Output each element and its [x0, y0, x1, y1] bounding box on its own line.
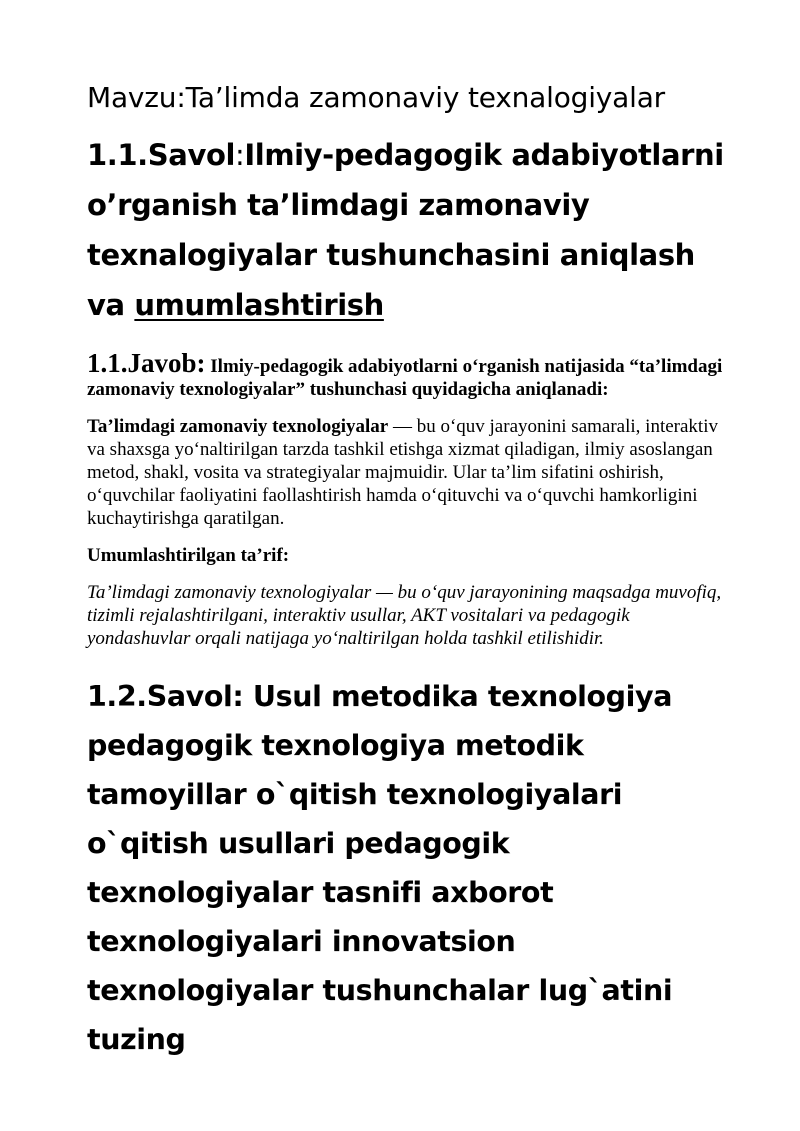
question-1-prefix: 1.1.Savol: [87, 138, 236, 172]
question-1-underlined: umumlashtirish: [134, 288, 384, 322]
generalized-label-text: Umumlashtirilgan ta’rif:: [87, 545, 290, 566]
question-1-heading: [87, 130, 727, 330]
document-page: [87, 78, 727, 1064]
question-1-colon: :: [235, 138, 245, 172]
generalized-definition-label: [87, 544, 727, 567]
definition-text: — bu oʻquv jarayonini samarali, interaktiv va shaxsga yoʻnaltirilgan tarzda tashkil etishga xizmat qiladigan, ilmiy asoslangan metod, shakl, vosita va strategiyalar majmuidir. Ular ta’lim sifatini oshirish, oʻquvchilar faoliyatini faollashtirish hamda oʻqituvchi va oʻquvchi hamkorligini kuchaytirishga qaratilgan.: [87, 416, 718, 529]
answer-1-label: 1.1.Javob:: [87, 348, 206, 378]
generalized-definition-text: Ta’limdagi zamonaviy texnologiyalar — bu oʻquv jarayonining maqsadga muvofiq, tizimli rejalashtirilgani, interaktiv usullar, AKT vositalari va pedagogik yondashuvlar orqali natijaga yoʻnaltirilgan holda tashkil etilishidir.: [87, 582, 722, 649]
definition-paragraph: [87, 415, 727, 530]
answer-1-intro: Ilmiy-pedagogik adabiyotlarni oʻrganish natijasida “ta’limdagi zamonaviy texnologiyalar” tushunchasi quyidagicha aniqlanadi:: [87, 356, 723, 400]
answer-1-heading: [87, 348, 727, 401]
definition-term: Ta’limdagi zamonaviy texnologiyalar: [87, 416, 389, 437]
topic-title: Mavzu:Ta’limda zamonaviy texnalogiyalar: [87, 81, 665, 114]
question-1-text: Ilmiy-pedagogik adabiyotlarni o’rganish ta’limdagi zamonaviy texnalogiyalar tushunchasini aniqlash va: [87, 138, 724, 322]
question-2-heading: 1.2.Savol: Usul metodika texnologiya pedagogik texnologiya metodik tamoyillar o`qitish texnologiyalari o`qitish usullari pedagogik texnologiyalar tasnifi axborot texnologiyalari innovatsion texnologiyalar tushunchalar lug`atini tuzing: [87, 680, 673, 1056]
